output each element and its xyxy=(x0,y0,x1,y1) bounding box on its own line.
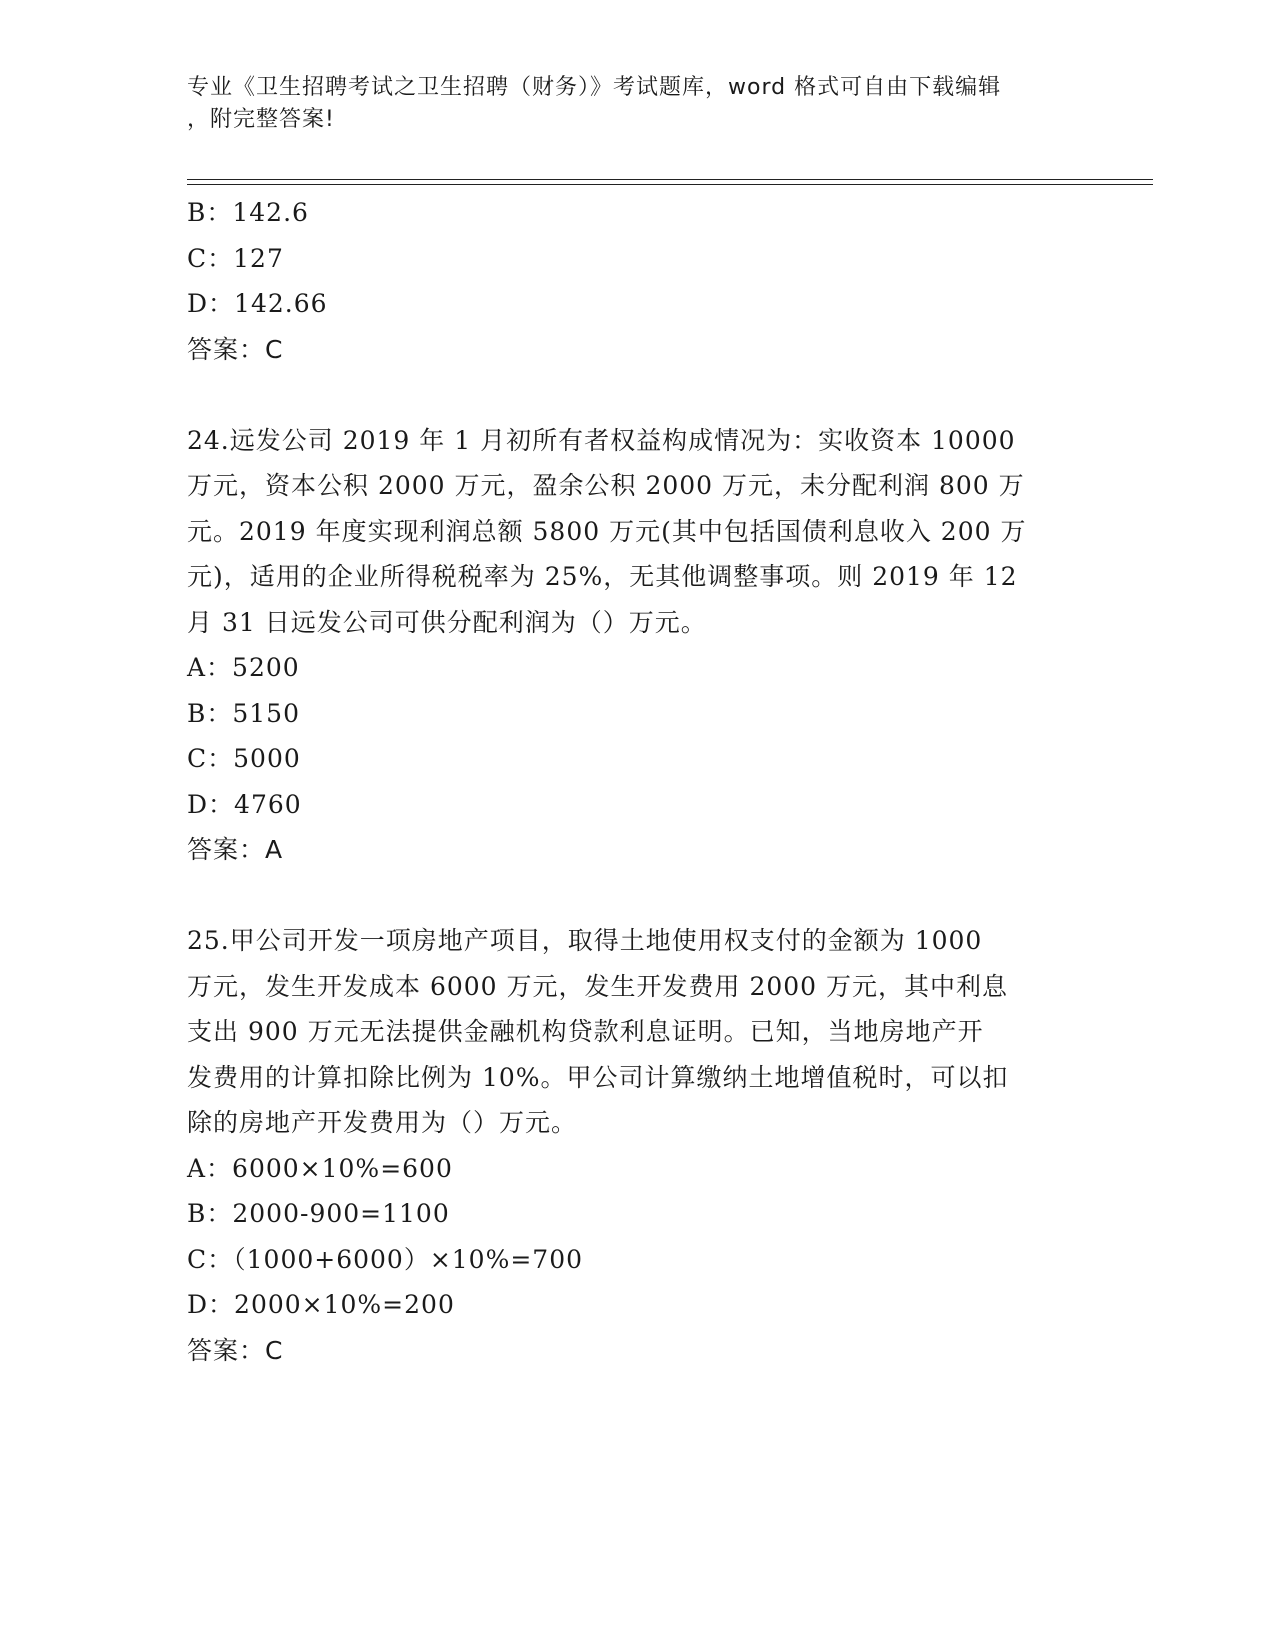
question-text-line: 25.甲公司开发一项房地产项目，取得土地使用权支付的金额为 1000 xyxy=(187,926,983,955)
header-divider-bottom xyxy=(187,184,1153,185)
answer-line: 答案：C xyxy=(187,334,284,364)
header-line-1: 专业《卫生招聘考试之卫生招聘（财务）》考试题库，word 格式可自由下载编辑 xyxy=(187,75,1002,100)
option-b: B：142.6 xyxy=(187,198,309,227)
option-b: B：5150 xyxy=(187,698,300,728)
document-header xyxy=(187,72,1087,136)
option-d: D：2000×10%=200 xyxy=(187,1290,455,1319)
option-c: C：127 xyxy=(187,243,284,273)
option-a: A：5200 xyxy=(187,653,300,682)
question-text-line: 月 31 日远发公司可供分配利润为（）万元。 xyxy=(187,607,707,637)
question-text-line: 元。2019 年度实现利润总额 5800 万元(其中包括国债利息收入 200 万 xyxy=(187,516,1027,546)
option-d: D：142.66 xyxy=(187,289,328,318)
header-line-2: ，附完整答案! xyxy=(187,107,335,132)
header-divider-top xyxy=(187,179,1153,180)
spacer xyxy=(187,873,1087,919)
question-text-line: 元)，适用的企业所得税税率为 25%，无其他调整事项。则 2019 年 12 xyxy=(187,562,1018,591)
option-b: B：2000-900=1100 xyxy=(187,1199,450,1228)
question-24 xyxy=(187,418,1087,873)
question-text-line: 万元，资本公积 2000 万元，盈余公积 2000 万元，未分配利润 800 万 xyxy=(187,471,1025,500)
document-body xyxy=(187,190,1087,1373)
option-d: D：4760 xyxy=(187,789,302,819)
option-a: A：6000×10%=600 xyxy=(187,1153,453,1183)
question-25 xyxy=(187,918,1087,1373)
question-text-line: 支出 900 万元无法提供金融机构贷款利息证明。已知，当地房地产开 xyxy=(187,1017,984,1046)
option-c: C：5000 xyxy=(187,744,301,773)
question-text-line: 除的房地产开发费用为（）万元。 xyxy=(187,1108,578,1137)
question-text-line: 发费用的计算扣除比例为 10%。甲公司计算缴纳土地增值税时，可以扣 xyxy=(187,1062,1009,1092)
question-text-line: 万元，发生开发成本 6000 万元，发生开发费用 2000 万元，其中利息 xyxy=(187,971,1009,1001)
answer-line: 答案：A xyxy=(187,835,284,864)
answer-line: 答案：C xyxy=(187,1335,284,1365)
question-text-line: 24.远发公司 2019 年 1 月初所有者权益构成情况为：实收资本 10000 xyxy=(187,425,1016,455)
spacer xyxy=(187,372,1087,418)
option-c: C：（1000+6000）×10%=700 xyxy=(187,1244,584,1274)
